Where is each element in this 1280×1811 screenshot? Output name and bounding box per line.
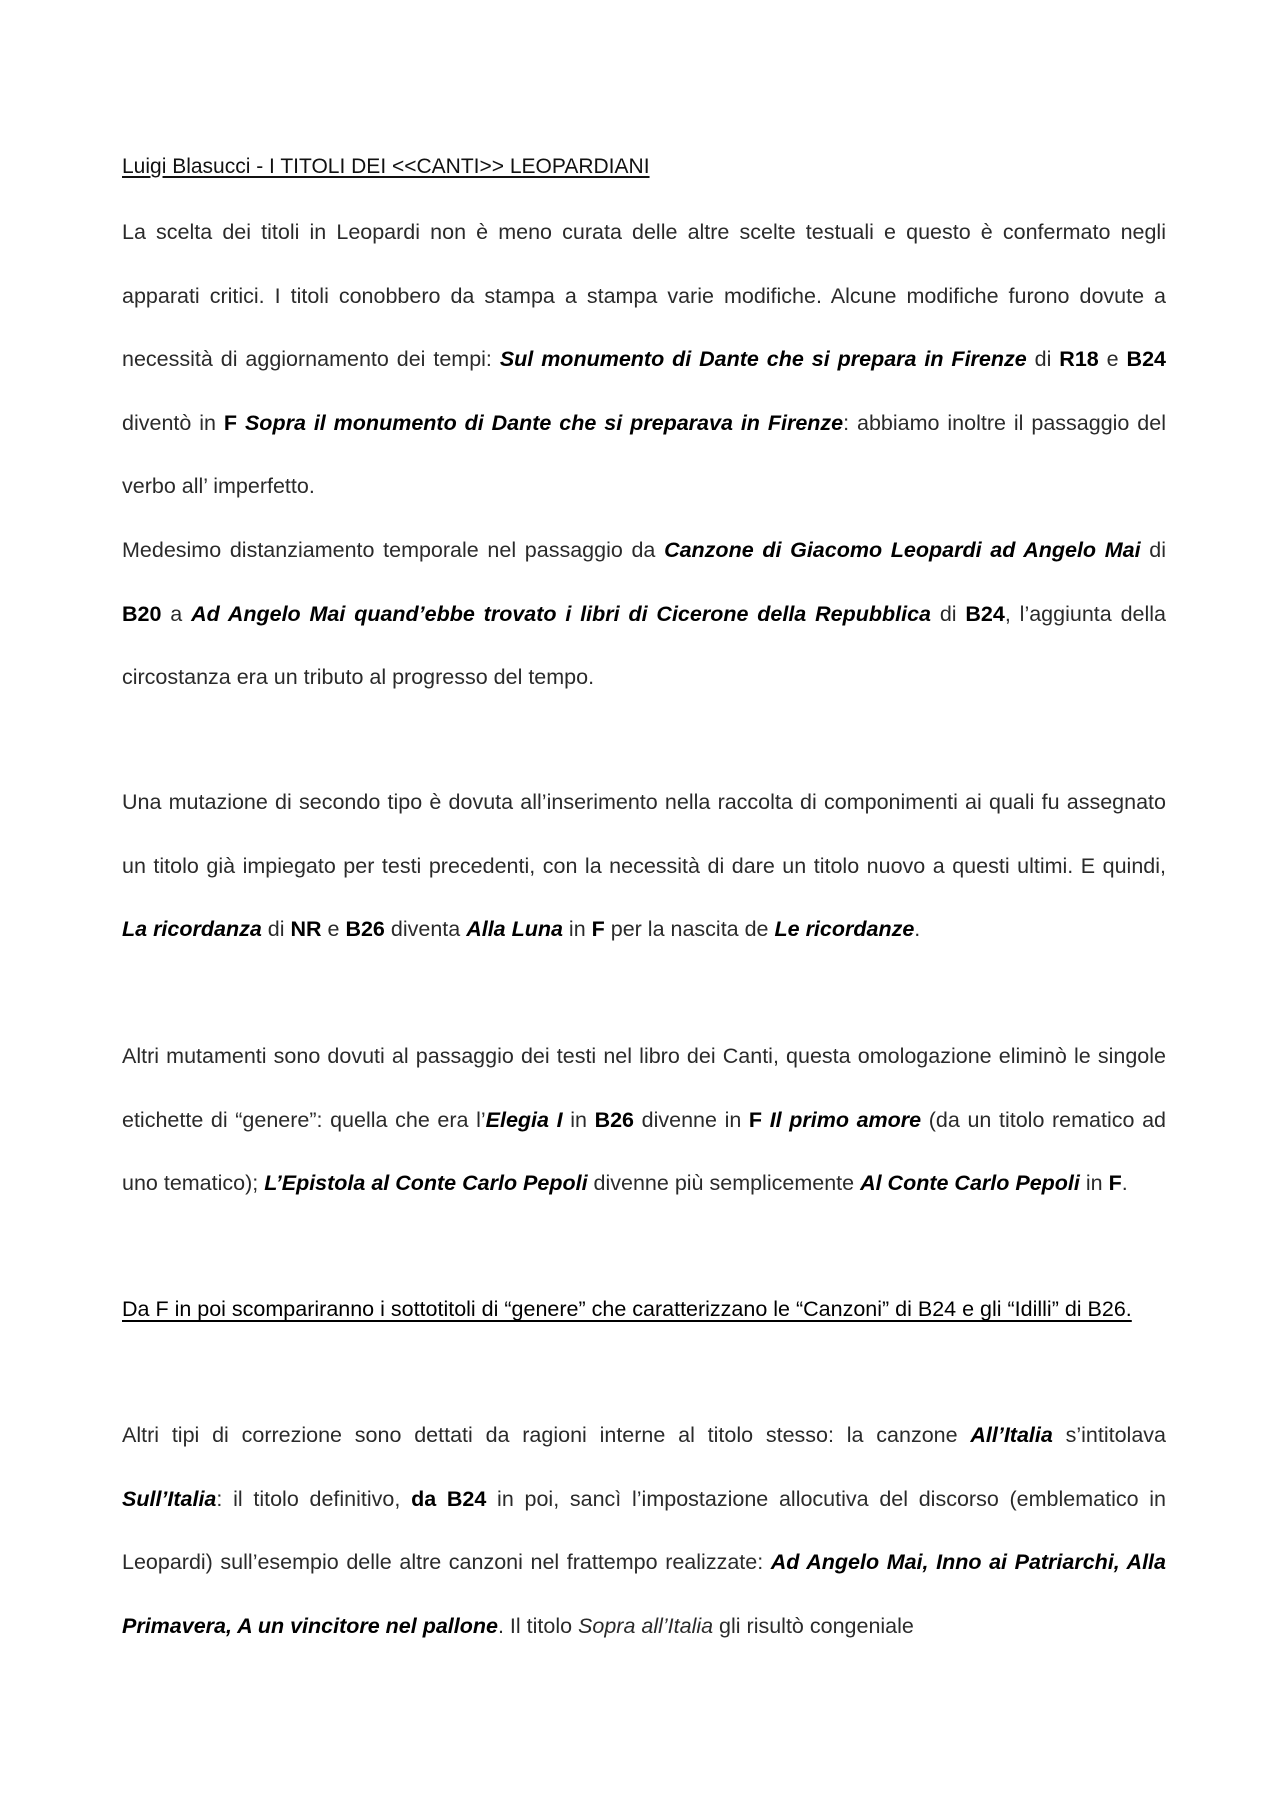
text-run: diventò in <box>122 410 224 435</box>
edition-siglum: B26 <box>345 917 385 941</box>
edition-siglum: R18 <box>1059 347 1099 371</box>
text-run: . <box>1121 1171 1128 1195</box>
edition-siglum: F <box>748 1107 763 1132</box>
edition-siglum: F <box>1108 1171 1122 1195</box>
edition-siglum: B24 <box>1126 347 1166 371</box>
text-run: in poi, sancì l’impostazione allocutiva del discorso (emblematico in Leopardi) sull’esempio delle altre canzoni nel frattempo realizzate: <box>122 1486 1167 1574</box>
title-citation: Sopra il monumento di Dante che si preparava in Firenze <box>244 410 844 435</box>
text-run: s’intitolava <box>1052 1423 1167 1447</box>
text-run: (da un titolo rematico ad uno tematico); <box>122 1107 1166 1195</box>
text-run: divenne in <box>634 1107 749 1132</box>
title-citation: Canzone di Giacomo Leopardi ad Angelo Mai <box>664 538 1141 562</box>
text-run: di <box>930 601 966 626</box>
text-run: di <box>1140 538 1166 562</box>
text-run: . Il titolo <box>497 1613 579 1638</box>
paragraph-5-underlined: Da F in poi scompariranno i sottotitoli di “genere” che caratterizzano le “Canzoni” di B24 e gli “Idilli” di B26. <box>122 1297 1132 1321</box>
text-run: in <box>562 917 592 941</box>
text-run <box>237 411 245 435</box>
text-run: Medesimo distanziamento temporale nel passaggio da <box>122 538 665 562</box>
edition-siglum: B20 <box>122 601 162 626</box>
title-citation: All’Italia <box>970 1423 1053 1447</box>
title-citation: Sopra all’Italia <box>578 1613 714 1638</box>
text-run: gli risultò congeniale <box>713 1613 914 1638</box>
title-citation: Al Conte Carlo Pepoli <box>860 1171 1080 1195</box>
edition-siglum: B24 <box>965 601 1005 626</box>
text-run: di <box>261 917 291 941</box>
edition-siglum: NR <box>290 917 322 941</box>
edition-siglum: F <box>591 917 605 941</box>
text-run: e <box>1098 347 1127 371</box>
title-citation: La ricordanza <box>122 917 262 941</box>
text-run: , l’aggiunta della circostanza era un tributo al progresso del tempo. <box>122 601 1166 689</box>
text-run: divenne più semplicemente <box>587 1171 861 1195</box>
title-citation: Ad Angelo Mai quand’ebbe trovato i libri di Cicerone della Repubblica <box>191 601 931 626</box>
text-run: in <box>562 1107 595 1132</box>
paragraph-1 <box>122 201 1166 519</box>
text-run: di <box>1026 347 1060 371</box>
title-citation: Ad Angelo Mai, Inno ai Patriarchi, Alla Primavera, A un vincitore nel pallone <box>122 1550 1166 1638</box>
text-run: Altri tipi di correzione sono dettati da ragioni interne al titolo stesso: la canzone <box>122 1423 971 1447</box>
text-run: e <box>321 917 346 941</box>
text-run: : il titolo definitivo, <box>216 1486 412 1511</box>
text-run: per la nascita de <box>604 917 775 941</box>
paragraph-3 <box>122 771 1166 962</box>
text-run: Altri mutamenti sono dovuti al passaggio dei testi nel libro dei Canti, questa omologazione eliminò le singole etichette di “genere”: quella che era l’ <box>122 1044 1166 1132</box>
paragraph-2 <box>122 519 1166 710</box>
title-citation: Elegia I <box>485 1107 563 1132</box>
title-citation: L’Epistola al Conte Carlo Pepoli <box>264 1171 588 1195</box>
edition-siglum: B26 <box>594 1107 635 1132</box>
title-citation: Il primo amore <box>769 1107 922 1132</box>
title-citation: Sull’Italia <box>122 1486 217 1511</box>
text-run <box>762 1108 770 1132</box>
document-title: Luigi Blasucci - I TITOLI DEI <<CANTI>> LEOPARDIANI <box>122 155 650 178</box>
paragraph-6 <box>122 1404 1166 1658</box>
text-run: La scelta dei titoli in Leopardi non è meno curata delle altre scelte testuali e questo è confermato negli apparati critici. I titoli conobbero da stampa a stampa varie modifiche. Alcune modifiche furono dovute a necessità di aggiornamento dei tempi: <box>122 220 1166 371</box>
text-run: diventa <box>384 917 467 941</box>
paragraph-4 <box>122 1025 1166 1216</box>
text-run: a <box>161 601 192 626</box>
text-run: Una mutazione di secondo tipo è dovuta all’inserimento nella raccolta di componimenti ai quali fu assegnato un titolo già impiegato per testi precedenti, con la necessità di dare un titolo nuovo a questi ultimi. E quindi, <box>122 790 1166 878</box>
edition-siglum: da B24 <box>411 1486 487 1511</box>
edition-siglum: F <box>223 410 238 435</box>
text-run: . <box>914 917 921 941</box>
text-run: : abbiamo inoltre il passaggio del verbo all’ imperfetto. <box>122 410 1166 498</box>
title-citation: Le ricordanze <box>774 917 915 941</box>
text-run: in <box>1079 1171 1109 1195</box>
title-citation: Alla Luna <box>466 917 563 941</box>
title-citation: Sul monumento di Dante che si prepara in Firenze <box>499 347 1027 371</box>
